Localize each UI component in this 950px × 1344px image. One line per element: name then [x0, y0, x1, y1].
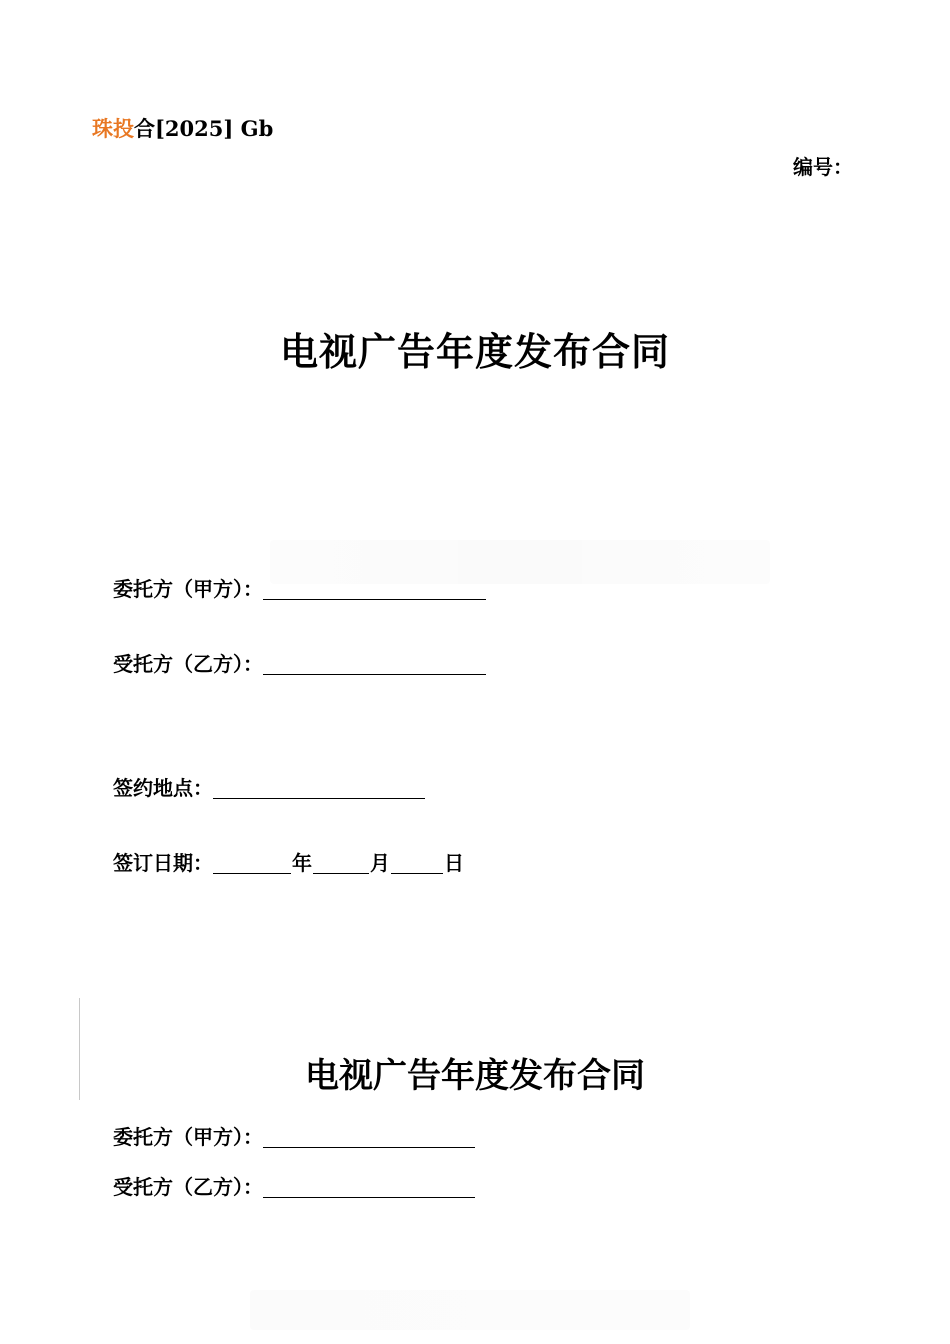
day-blank-line[interactable]: [391, 851, 443, 874]
second-client-field: [113, 1122, 475, 1152]
signing-place-field: [113, 773, 425, 803]
reference-prefix: 珠投: [92, 116, 134, 141]
second-client-blank-line[interactable]: [263, 1125, 475, 1148]
signing-date-field: [113, 848, 465, 878]
client-blank-line[interactable]: [263, 577, 486, 600]
day-unit: 日: [444, 851, 464, 875]
month-unit: 月: [370, 851, 390, 875]
agent-label: 受托方（乙方）：: [113, 652, 263, 676]
second-contract-title: 电视广告年度发布合同: [305, 1056, 645, 1096]
year-blank-line[interactable]: [213, 851, 291, 874]
year-unit: 年: [292, 851, 312, 875]
contract-title: 电视广告年度发布合同: [279, 329, 670, 374]
second-agent-field: [113, 1172, 475, 1202]
client-field: [113, 574, 486, 604]
month-blank-line[interactable]: [313, 851, 369, 874]
second-client-label: 委托方（甲方）：: [113, 1125, 263, 1149]
document-reference: [92, 114, 273, 144]
second-agent-label: 受托方（乙方）：: [113, 1175, 263, 1199]
faint-watermark-strip-bottom: [250, 1290, 690, 1330]
signing-place-label: 签约地点：: [113, 776, 213, 800]
signing-date-label: 签订日期：: [113, 851, 213, 875]
second-agent-blank-line[interactable]: [263, 1175, 475, 1198]
document-number-label: 编号：: [793, 155, 853, 179]
client-label: 委托方（甲方）：: [113, 577, 263, 601]
reference-code: 合[2025] Gb: [134, 116, 274, 141]
agent-field: [113, 649, 486, 679]
agent-blank-line[interactable]: [263, 652, 486, 675]
signing-place-blank-line[interactable]: [213, 776, 425, 799]
